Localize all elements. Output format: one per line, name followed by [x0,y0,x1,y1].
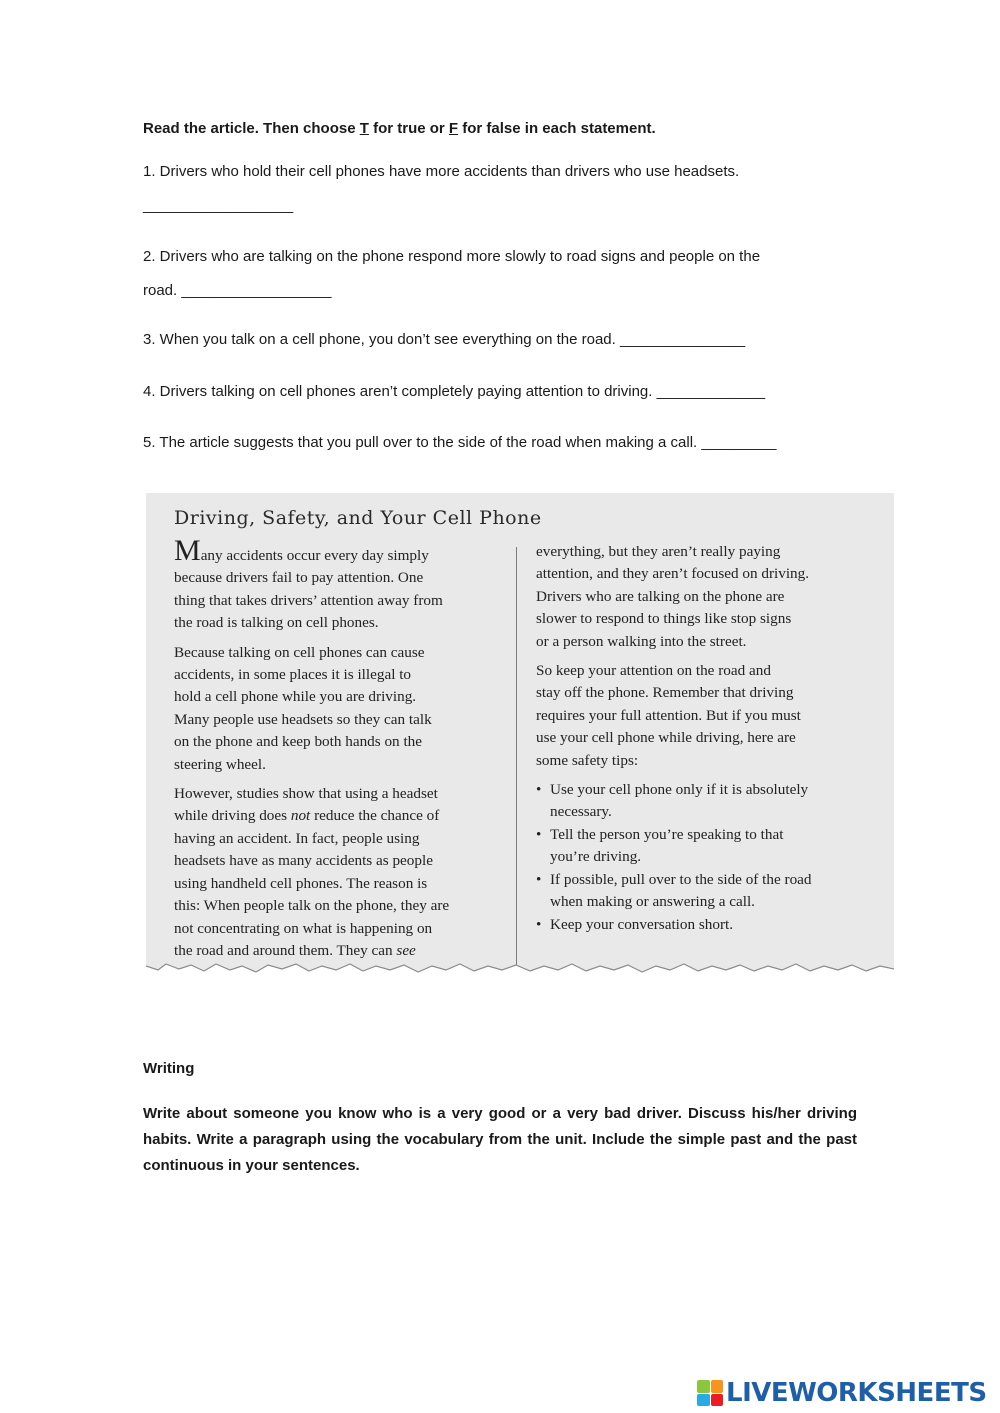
column-divider [516,547,517,967]
text-line: any accidents occur every day simply [200,547,429,564]
emphasis: not [290,807,311,825]
text-line: attention, and they aren’t focused on driving. [536,565,810,583]
question-3 [143,323,863,357]
question-4-text: 4. Drivers talking on cell phones aren’t completely paying attention to driving. [143,383,657,400]
bullet-icon: • [536,915,542,933]
text-line: Many people use headsets so they can talk [174,710,432,728]
text-line: slower to respond to things like stop signs [536,610,792,628]
safety-tips-list [536,779,866,936]
question-2-text: 2. Drivers who are talking on the phone respond more slowly to road signs and people on the [143,248,761,265]
article-paragraph-3 [174,783,504,962]
text-line: everything, but they aren’t really paying [536,543,781,560]
torn-edge [146,958,894,980]
article-paragraph-1 [174,534,504,635]
text-line: accidents, in some places it is illegal to [174,666,412,684]
text-line: when making or answering a call. [550,893,755,911]
question-2-text-cont: road. [143,282,182,299]
safety-tip [536,779,866,824]
article-paragraph-4 [536,541,866,653]
text-line: you’re driving. [550,848,642,866]
safety-tip [536,914,866,936]
question-5-text: 5. The article suggests that you pull over to the side of the road when making a call. [143,434,702,451]
text-line: while driving does [174,807,291,825]
safety-tip [536,824,866,869]
question-4-answer-blank[interactable]: _____________ [656,383,766,400]
article-paragraph-2 [174,642,504,776]
text-line: steering wheel. [174,755,266,773]
false-letter: F [448,120,459,137]
text-line: necessary. [550,803,612,821]
safety-tip [536,869,866,914]
true-letter: T [359,120,369,137]
text-line: thing that takes drivers’ attention away from [174,591,443,609]
instructions-middle: for true or [368,120,449,137]
instructions-prefix: Read the article. Then choose [143,120,360,137]
article-left-column [174,534,504,969]
text-line: Tell the person you’re speaking to that [550,825,784,843]
text-line: Keep your conversation short. [550,915,734,933]
text-line: some safety tips: [536,751,639,769]
question-1 [143,155,863,223]
question-3-text: 3. When you talk on a cell phone, you don’t see everything on the road. [143,331,620,348]
text-line: the road and around them. They can [174,941,397,959]
question-1-text: 1. Drivers who hold their cell phones have more accidents than drivers who use headsets. [143,163,740,180]
instructions-suffix: for false in each statement. [458,120,656,137]
text-line: So keep your attention on the road and [536,662,771,680]
text-line: reduce the chance of [310,807,440,825]
text-line: stay off the phone. Remember that driving [536,684,794,702]
text-line: not concentrating on what is happening on [174,919,433,937]
drop-cap: M [174,534,201,567]
text-line: because drivers fail to pay attention. One [174,569,424,587]
instructions [143,120,656,137]
logo-text: LIVEWORKSHEETS [726,1378,987,1408]
text-line: Drivers who are talking on the phone are [536,587,785,605]
emphasis: see [396,941,416,959]
text-line: or a person walking into the street. [536,632,747,650]
article-title: Driving, Safety, and Your Cell Phone [174,507,542,529]
text-line: the road is talking on cell phones. [174,614,379,632]
bullet-icon: • [536,781,542,799]
question-2 [143,240,863,308]
text-line: hold a cell phone while you are driving. [174,688,417,706]
text-line: on the phone and keep both hands on the [174,733,423,751]
text-line: this: When people talk on the phone, they are [174,897,450,915]
logo-mark-icon [697,1380,723,1406]
text-line: headsets have as many accidents as people [174,852,433,870]
article-right-column [536,541,866,936]
question-1-answer-blank[interactable] [143,189,863,223]
writing-heading: Writing [143,1060,195,1077]
text-line: Because talking on cell phones can cause [174,643,425,661]
text-line: using handheld cell phones. The reason is [174,874,428,892]
bullet-icon: • [536,870,542,888]
text-line: However, studies show that using a headset [174,785,438,803]
question-5 [143,426,863,460]
text-line: use your cell phone while driving, here are [536,729,796,747]
article-image [146,493,894,980]
text-line: Use your cell phone only if it is absolutely [550,781,809,799]
question-1-blank-line[interactable]: __________________ [143,197,294,214]
question-2-answer-blank[interactable]: __________________ [181,282,332,299]
text-line: having an accident. In fact, people using [174,829,420,847]
article-paragraph-5 [536,660,866,772]
question-4 [143,375,863,409]
question-5-answer-blank[interactable]: _________ [701,434,777,451]
text-line: If possible, pull over to the side of the road [550,870,812,888]
bullet-icon: • [536,825,542,843]
writing-prompt: Write about someone you know who is a very good or a very bad driver. Discuss his/her driving habits. Write a paragraph using the vocabulary from the unit. Include the simple past and the past continuous in your sentences. [143,1105,857,1174]
text-line: requires your full attention. But if you must [536,706,801,724]
question-3-answer-blank[interactable]: _______________ [619,331,746,348]
liveworksheets-logo[interactable] [697,1376,987,1410]
